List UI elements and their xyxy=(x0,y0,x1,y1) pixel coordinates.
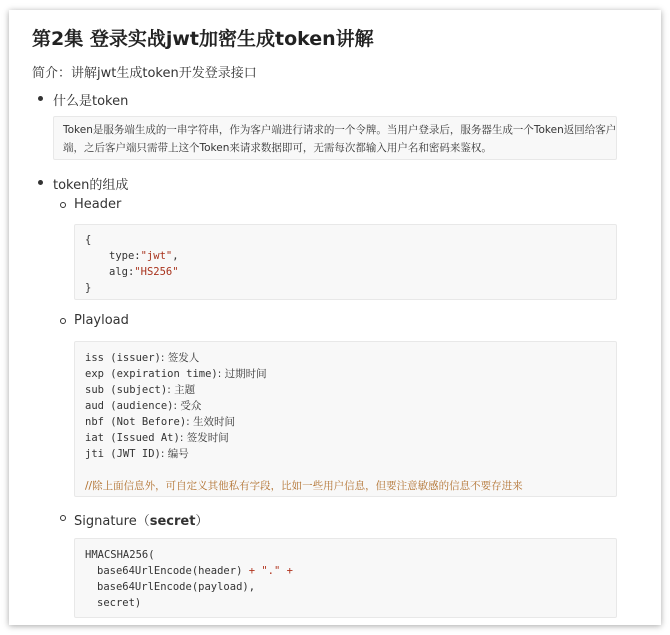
bullet-circle xyxy=(60,318,66,324)
code-key: alg: xyxy=(109,266,135,278)
code-string: "HS256" xyxy=(134,266,179,278)
claim-description: : 签发人 xyxy=(160,352,200,364)
section-what-label: 什么是token xyxy=(53,94,129,109)
code-line: secret) xyxy=(97,597,142,609)
signature-label-text: Signature（ xyxy=(74,514,150,529)
document-page xyxy=(9,10,661,625)
code-claim: exp (expiration time) xyxy=(85,368,218,380)
payload-label: Playload xyxy=(74,313,129,328)
code-claim: sub (subject) xyxy=(85,384,168,396)
code-line: base64UrlEncode(payload), xyxy=(97,581,256,593)
signature-label-suffix: ） xyxy=(195,514,209,529)
header-code-block xyxy=(74,224,617,300)
claim-description: : 主题 xyxy=(167,384,196,396)
payload-line xyxy=(85,351,199,365)
intro-text: 简介：讲解jwt生成token开发登录接口 xyxy=(32,66,257,81)
signature-label-bold: secret xyxy=(149,514,196,529)
claim-description: : 签发时间 xyxy=(179,432,229,444)
payload-line xyxy=(85,383,195,397)
code-claim: jti (JWT ID) xyxy=(85,448,161,460)
code-type-line xyxy=(109,249,179,263)
signature-code-block xyxy=(74,538,617,618)
bullet-circle xyxy=(60,515,66,521)
payload-line xyxy=(85,399,201,413)
code-claim: iat (Issued At) xyxy=(85,432,180,444)
description-line-1: Token是服务端生成的一串字符串，作为客户端进行请求的一个令牌。当用户登录后，服务器生成一个Token返回给客户 xyxy=(63,124,617,136)
code-line xyxy=(97,564,293,578)
bullet-circle xyxy=(60,202,66,208)
claim-description: : 生效时间 xyxy=(186,416,236,428)
claim-description: : 过期时间 xyxy=(217,368,267,380)
code-claim: nbf (Not Before) xyxy=(85,416,187,428)
code-punct: , xyxy=(172,250,179,262)
code-alg-line xyxy=(109,265,179,279)
bullet-dot xyxy=(38,180,43,185)
token-description-box xyxy=(53,116,617,160)
code-string: "jwt" xyxy=(140,250,173,262)
code-operator: + "." + xyxy=(248,565,293,577)
code-key: type: xyxy=(109,250,141,262)
payload-line xyxy=(85,447,189,461)
payload-comment: //除上面信息外，可自定义其他私有字段，比如一些用户信息，但要注意敏感的信息不要存进来 xyxy=(85,480,523,492)
header-label: Header xyxy=(74,197,122,212)
signature-label xyxy=(74,510,208,529)
code-line: HMACSHA256( xyxy=(85,549,155,561)
section-parts-label: token的组成 xyxy=(53,178,129,193)
code-claim: aud (audience) xyxy=(85,400,174,412)
code-brace-open: { xyxy=(85,234,92,246)
code-claim: iss (issuer) xyxy=(85,352,161,364)
bullet-dot xyxy=(38,96,43,101)
payload-line xyxy=(85,431,229,445)
payload-line xyxy=(85,415,235,429)
code-brace-close: } xyxy=(85,282,92,294)
page-title: 第2集 登录实战jwt加密生成token讲解 xyxy=(32,28,374,50)
claim-description: : 编号 xyxy=(160,448,189,460)
code-call: base64UrlEncode(header) xyxy=(97,565,249,577)
payload-code-block xyxy=(74,341,617,497)
description-line-2: 端，之后客户端只需带上这个Token来请求数据即可，无需每次都输入用户名和密码来鉴权。 xyxy=(63,142,492,154)
claim-description: : 受众 xyxy=(173,400,202,412)
payload-line xyxy=(85,367,267,381)
